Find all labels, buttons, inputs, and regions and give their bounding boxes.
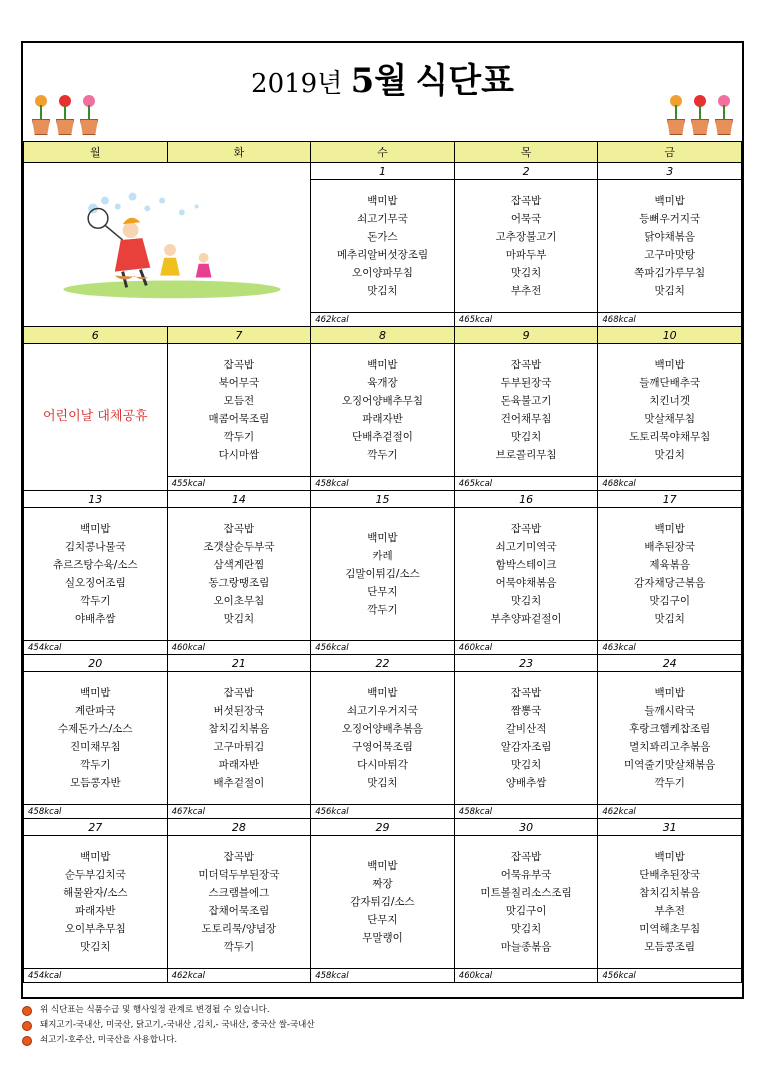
meal-item: 백미밥 (654, 195, 685, 207)
meal-cell (167, 508, 311, 641)
meal-item: 깍두기 (367, 604, 398, 616)
note-item: 쇠고기-호주산, 미국산을 사용합니다. (22, 1033, 315, 1048)
weekday-thu: 목 (454, 142, 598, 163)
meal-item: 등뼈우거지국 (639, 213, 701, 225)
meal-item: 백미밥 (654, 851, 685, 863)
meal-item: 도토리묵/양념장 (201, 923, 277, 935)
date-cell: 27 (24, 819, 168, 836)
meal-cell (454, 672, 598, 805)
meal-item: 단배추된장국 (639, 869, 701, 881)
kcal-cell: 454kcal (24, 641, 168, 655)
meal-item: 잡곡밥 (223, 687, 255, 699)
meal-item: 치킨너겟 (649, 395, 690, 407)
kcal-row (24, 969, 742, 983)
meal-item: 돈가스 (367, 231, 398, 243)
meal-item: 백미밥 (367, 532, 398, 544)
kcal-cell: 462kcal (598, 805, 742, 819)
meal-item: 맛김치 (510, 923, 542, 935)
meal-item: 도토리묵야채무침 (629, 431, 711, 443)
meal-item: 김말이튀김/소스 (345, 568, 420, 580)
meal-item: 츄르즈탕수육/소스 (52, 559, 138, 571)
date-cell: 15 (311, 491, 455, 508)
title-area (23, 43, 742, 141)
meal-item: 동그랑땡조림 (208, 577, 270, 589)
meal-item: 돈육불고기 (500, 395, 552, 407)
meal-item: 모듬콩조림 (644, 941, 696, 953)
meal-item: 백미밥 (367, 687, 398, 699)
meal-item: 깍두기 (367, 449, 398, 461)
meal-item: 버섯된장국 (213, 705, 265, 717)
meal-item: 잡곡밥 (223, 359, 255, 371)
meals-row (24, 344, 742, 477)
date-cell: 21 (167, 655, 311, 672)
meal-cell (311, 836, 455, 969)
meal-item: 참치김치볶음 (639, 887, 701, 899)
meal-item: 멸치꽈리고추볶음 (629, 741, 711, 753)
meal-item: 갈비산적 (505, 723, 547, 735)
meal-item: 맛김치 (223, 613, 255, 625)
meal-cell (311, 508, 455, 641)
meal-item: 미더덕두부된장국 (198, 869, 280, 881)
date-cell: 20 (24, 655, 168, 672)
date-cell: 28 (167, 819, 311, 836)
date-cell: 13 (24, 491, 168, 508)
note-item: 돼지고기-국내산, 미국산, 닭고기,-국내산 ,김치,- 국내산, 중국산 쌀-국내산 (22, 1018, 315, 1033)
meal-item: 제육볶음 (649, 559, 690, 571)
meal-item: 육개장 (367, 377, 398, 389)
bullet-icon (22, 1021, 32, 1031)
meal-cell (167, 672, 311, 805)
meal-item: 깍두기 (80, 759, 111, 771)
meal-item: 단무지 (367, 914, 398, 926)
kcal-cell: 460kcal (167, 641, 311, 655)
kcal-cell: 460kcal (454, 641, 598, 655)
date-cell: 8 (311, 327, 455, 344)
meal-item: 맛김치 (367, 777, 398, 789)
bullet-icon (22, 1036, 32, 1046)
meal-item: 잡곡밥 (223, 851, 255, 863)
date-cell: 17 (598, 491, 742, 508)
meal-item: 잡곡밥 (510, 851, 542, 863)
page-title (23, 53, 742, 102)
meal-item: 백미밥 (654, 523, 685, 535)
meal-item: 오이양파무침 (352, 267, 413, 279)
meal-item: 백미밥 (367, 195, 398, 207)
menu-sheet (21, 41, 744, 999)
date-row (24, 163, 742, 180)
meal-item: 맛김구이 (505, 905, 547, 917)
date-cell: 9 (454, 327, 598, 344)
kcal-cell: 468kcal (598, 477, 742, 491)
meal-item: 오이초무침 (213, 595, 265, 607)
date-cell: 7 (167, 327, 311, 344)
holiday-label: 어린이날 대체공휴 (42, 409, 148, 424)
date-cell: 2 (454, 163, 598, 180)
meal-item: 순두부김치국 (64, 869, 126, 881)
weekday-mon: 월 (24, 142, 168, 163)
kcal-row (24, 641, 742, 655)
kcal-cell: 467kcal (167, 805, 311, 819)
meals-row (24, 836, 742, 969)
meal-cell (24, 836, 168, 969)
kcal-cell: 463kcal (598, 641, 742, 655)
date-cell: 6 (24, 327, 168, 344)
meal-item: 미역줄기맛살채볶음 (624, 759, 716, 771)
meal-item: 진미채무침 (69, 741, 121, 753)
kcal-cell: 458kcal (24, 805, 168, 819)
kcal-cell: 462kcal (311, 313, 455, 327)
meal-item: 잡곡밥 (510, 359, 542, 371)
meal-item: 잡곡밥 (223, 523, 255, 535)
meal-item: 모듬전 (223, 395, 255, 407)
kcal-cell: 458kcal (311, 477, 455, 491)
meal-item: 양배추쌈 (505, 777, 547, 789)
meal-item: 다시마쌈 (218, 449, 260, 461)
meal-item: 백미밥 (80, 523, 111, 535)
title-month: 5월 (350, 61, 408, 101)
meal-item: 백미밥 (80, 687, 111, 699)
meal-cell (598, 508, 742, 641)
meal-item: 수제돈가스/소스 (58, 723, 133, 735)
meal-item: 무말랭이 (362, 932, 403, 944)
meal-item: 감자튀김/소스 (350, 896, 415, 908)
meal-item: 부추양파겉절이 (490, 613, 562, 625)
meal-item: 어묵국 (510, 213, 542, 225)
meal-item: 계란파국 (75, 705, 116, 717)
meal-item: 두부된장국 (500, 377, 552, 389)
meal-item: 맛살채무침 (644, 413, 696, 425)
title-word: 식단표 (415, 61, 514, 101)
kcal-cell: 456kcal (311, 805, 455, 819)
meal-item: 북어무국 (218, 377, 260, 389)
date-cell: 30 (454, 819, 598, 836)
meal-item: 오징어양배추무침 (341, 395, 424, 407)
meal-item: 맛김치 (654, 613, 685, 625)
meal-item: 참치김치볶음 (208, 723, 270, 735)
meal-item: 미역해초무침 (639, 923, 701, 935)
meal-item: 파래자반 (362, 413, 403, 425)
date-cell: 1 (311, 163, 455, 180)
meal-item: 미트볼칠리소스조림 (480, 887, 572, 899)
kcal-cell: 456kcal (311, 641, 455, 655)
kcal-row (24, 805, 742, 819)
meal-item: 고구마맛탕 (644, 249, 696, 261)
meal-item: 감자채당근볶음 (634, 577, 706, 589)
meal-cell (167, 344, 311, 477)
meal-item: 쪽파김가루무침 (634, 267, 706, 279)
meal-item: 잡곡밥 (510, 195, 542, 207)
date-cell: 14 (167, 491, 311, 508)
meal-cell (598, 180, 742, 313)
meal-item: 맛김치 (510, 431, 542, 443)
date-cell: 3 (598, 163, 742, 180)
meal-item: 고구마튀김 (213, 741, 265, 753)
meal-cell (454, 836, 598, 969)
meal-item: 스크램블에그 (208, 887, 270, 899)
menu-table (23, 141, 742, 983)
meal-item: 마파두부 (505, 249, 547, 261)
meal-item: 닭야채볶음 (644, 231, 696, 243)
meal-item: 어묵유부국 (500, 869, 552, 881)
notes (22, 1003, 315, 1048)
weekday-tue: 화 (167, 142, 311, 163)
meal-item: 파래자반 (75, 905, 116, 917)
date-row (24, 327, 742, 344)
meal-cell (454, 344, 598, 477)
meal-cell (454, 180, 598, 313)
meal-cell (598, 344, 742, 477)
meal-item: 잡채어묵조림 (208, 905, 270, 917)
intro-picture-cell (24, 163, 311, 327)
meal-item: 잡곡밥 (510, 687, 542, 699)
date-cell: 29 (311, 819, 455, 836)
meal-item: 깍두기 (80, 595, 111, 607)
kcal-cell: 458kcal (311, 969, 455, 983)
date-cell: 24 (598, 655, 742, 672)
kcal-cell: 460kcal (454, 969, 598, 983)
meal-item: 맛김치 (654, 285, 685, 297)
meal-item: 오징어양배추볶음 (341, 723, 424, 735)
meal-item: 오이부추무침 (64, 923, 126, 935)
meal-item: 맛김치 (510, 595, 542, 607)
meal-item: 해물완자/소스 (63, 887, 128, 899)
meal-item: 알감자조림 (500, 741, 552, 753)
bullet-icon (22, 1006, 32, 1016)
meal-cell (598, 672, 742, 805)
meal-item: 고추장불고기 (495, 231, 557, 243)
meal-item: 백미밥 (80, 851, 111, 863)
meal-item: 쇠고기무국 (357, 213, 408, 225)
meal-item: 단무지 (367, 586, 398, 598)
meal-cell (311, 180, 455, 313)
meal-item: 실오징어조림 (64, 577, 126, 589)
meal-item: 짜장 (372, 878, 393, 890)
date-row (24, 491, 742, 508)
meal-item: 부추전 (654, 905, 685, 917)
meal-cell (24, 672, 168, 805)
meal-item: 후랑크햄케찹조림 (629, 723, 711, 735)
meal-item: 김치콩나물국 (64, 541, 126, 553)
meal-item: 모듬콩자반 (69, 777, 121, 789)
children-playing-illustration-icon (24, 177, 310, 309)
meal-item: 맛김구이 (649, 595, 690, 607)
kcal-cell: 458kcal (454, 805, 598, 819)
meal-item: 맛김치 (510, 267, 542, 279)
meal-item: 브로콜리무침 (495, 449, 557, 461)
meal-item: 맛김치 (80, 941, 111, 953)
meal-item: 들깨시락국 (644, 705, 696, 717)
weekday-header-row (24, 142, 742, 163)
meal-item: 잡곡밥 (510, 523, 542, 535)
date-row (24, 655, 742, 672)
meal-cell (311, 672, 455, 805)
meal-item: 야배추쌈 (75, 613, 116, 625)
title-year: 2019년 (251, 69, 343, 99)
kcal-cell: 454kcal (24, 969, 168, 983)
meal-item: 백미밥 (654, 687, 685, 699)
kcal-cell: 462kcal (167, 969, 311, 983)
meal-item: 깍두기 (223, 941, 255, 953)
meal-item: 조갯살순두부국 (203, 541, 275, 553)
meal-item: 쇠고기미역국 (495, 541, 557, 553)
meal-item: 배추된장국 (644, 541, 696, 553)
meal-item: 메추리알버섯장조림 (336, 249, 429, 261)
meal-item: 맛김치 (654, 449, 685, 461)
meal-item: 백미밥 (367, 860, 398, 872)
meal-item: 삼색계란찜 (213, 559, 265, 571)
meal-cell (454, 508, 598, 641)
kcal-cell: 468kcal (598, 313, 742, 327)
meal-cell (24, 508, 168, 641)
meal-item: 짬뽕국 (510, 705, 542, 717)
date-row (24, 819, 742, 836)
meal-item: 들깨단배추국 (639, 377, 701, 389)
meal-cell (598, 836, 742, 969)
flower-pots-right-icon (666, 93, 734, 137)
meal-item: 마늘종볶음 (500, 941, 552, 953)
meal-item: 어묵야채볶음 (495, 577, 557, 589)
meal-item: 매콤어묵조림 (208, 413, 270, 425)
meal-item: 부추전 (510, 285, 542, 297)
kcal-cell: 465kcal (454, 477, 598, 491)
meal-item: 깍두기 (654, 777, 685, 789)
meal-cell (311, 344, 455, 477)
kcal-cell: 455kcal (167, 477, 311, 491)
meal-item: 백미밥 (367, 359, 398, 371)
date-cell: 10 (598, 327, 742, 344)
weekday-wed: 수 (311, 142, 455, 163)
meal-item: 건어채무침 (500, 413, 552, 425)
meal-item: 쇠고기우거지국 (346, 705, 418, 717)
meals-row (24, 672, 742, 805)
meal-item: 단배추겉절이 (352, 431, 413, 443)
meal-item: 다시마튀각 (357, 759, 408, 771)
date-cell: 22 (311, 655, 455, 672)
date-cell: 23 (454, 655, 598, 672)
date-cell: 31 (598, 819, 742, 836)
date-cell: 16 (454, 491, 598, 508)
meal-item: 맛김치 (367, 285, 398, 297)
weekday-fri: 금 (598, 142, 742, 163)
meal-item: 함박스테이크 (495, 559, 557, 571)
meals-row (24, 508, 742, 641)
meal-item: 구영어묵조림 (352, 741, 413, 753)
meal-item: 깍두기 (223, 431, 255, 443)
note-item: 위 식단표는 식품수급 및 행사일정 관계로 변경될 수 있습니다. (22, 1003, 315, 1018)
meal-item: 카레 (372, 550, 393, 562)
meal-item: 맛김치 (510, 759, 542, 771)
meal-cell (24, 344, 168, 491)
kcal-cell: 456kcal (598, 969, 742, 983)
meal-cell (167, 836, 311, 969)
kcal-cell: 465kcal (454, 313, 598, 327)
meal-item: 백미밥 (654, 359, 685, 371)
meal-item: 파래자반 (218, 759, 260, 771)
meal-item: 배추겉절이 (213, 777, 265, 789)
